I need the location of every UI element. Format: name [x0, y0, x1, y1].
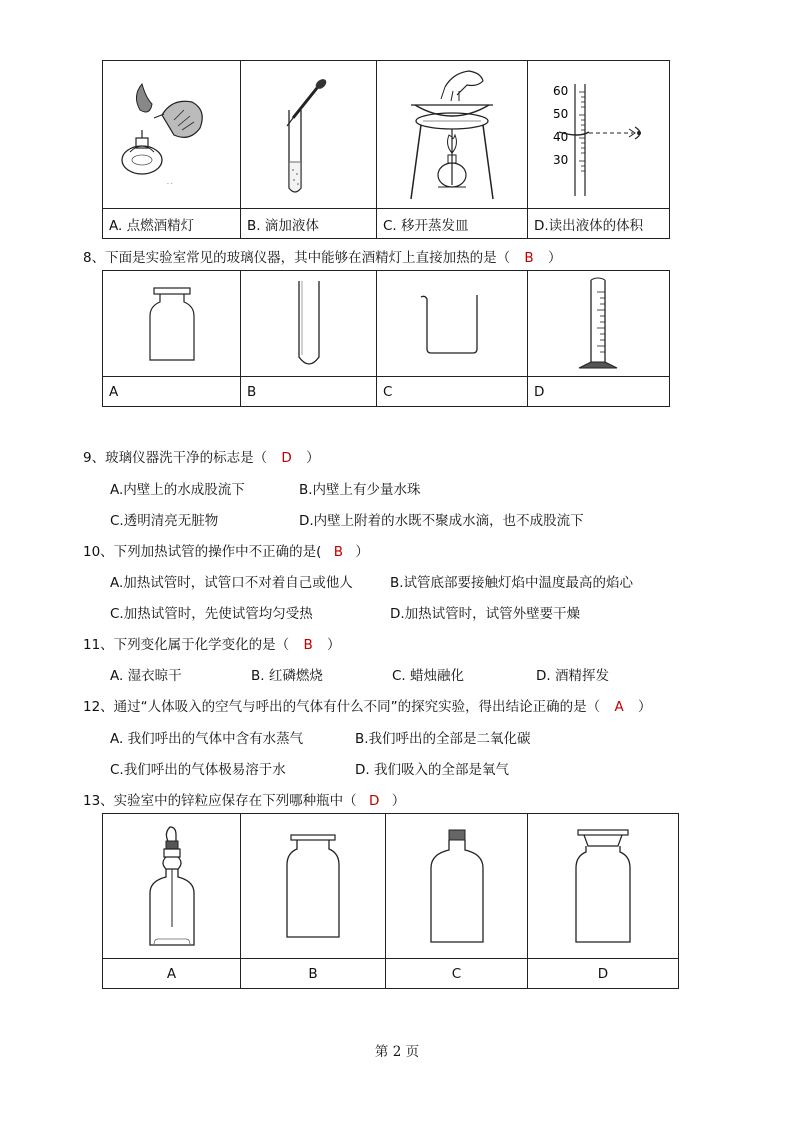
- question-10-close: ）: [355, 544, 369, 560]
- alcohol-lamp-lighting-figure: [103, 61, 241, 209]
- page-number: 第 2 页: [374, 1044, 420, 1060]
- q9-option-b: B.内壁上有少量水珠: [299, 482, 421, 498]
- question-12-text: 12、通过“人体吸入的空气与呼出的气体有什么不同”的探究实验，得出结论正确的是（: [83, 699, 601, 715]
- q9-option-c: C.透明清亮无脏物: [110, 513, 219, 529]
- narrow-mouth-bottle-icon: [425, 826, 489, 946]
- q12-option-d: D. 我们吸入的全部是氧气: [355, 762, 509, 778]
- q9-option-d: D.内壁上附着的水既不聚成水滴，也不成股流下: [299, 513, 584, 529]
- option-label-d: D.读出液体的体积: [528, 209, 670, 239]
- glassware-label-a: A: [103, 377, 241, 407]
- glassware-label-d: D: [528, 377, 670, 407]
- reading-volume-figure: [528, 61, 670, 209]
- option-label-c: C. 移开蒸发皿: [377, 209, 528, 239]
- reagent-bottle-icon: [142, 284, 202, 364]
- graduated-cylinder-scale-icon: [539, 70, 659, 200]
- question-13: [83, 789, 405, 809]
- q10-option-c: C.加热试管时，先使试管均匀受热: [110, 606, 313, 622]
- glassware-label-b: B: [241, 377, 377, 407]
- bottle-label-d: D: [528, 959, 679, 989]
- q11-option-d: D. 酒精挥发: [536, 668, 609, 684]
- question-9-answer: D: [281, 450, 292, 466]
- q10-option-a: A.加热试管时，试管口不对着自己或他人: [110, 575, 353, 591]
- glassware-table: [102, 270, 670, 407]
- option-label-b: B. 滴加液体: [241, 209, 377, 239]
- bottles-table: [102, 813, 679, 989]
- question-11-answer: B: [303, 637, 313, 653]
- question-8-close: ）: [547, 250, 562, 266]
- dropper-bottle-cell: [103, 814, 241, 959]
- question-8-answer: B: [524, 250, 534, 266]
- question-12-answer: A: [614, 699, 624, 715]
- scale-tick-40: 40: [552, 129, 568, 144]
- lighting-lamp-icon: [112, 80, 232, 190]
- scale-tick-50: 50: [552, 106, 568, 121]
- reagent-bottle-cell: [103, 271, 241, 377]
- question-11-close: ）: [327, 637, 341, 653]
- svg-text:. .: . .: [166, 178, 173, 186]
- question-9-text: 9、玻璃仪器洗干净的标志是（: [83, 450, 268, 466]
- evaporating-dish-stand-icon: [397, 65, 507, 205]
- beaker-cell: [377, 271, 528, 377]
- dropper-bottle-icon: [142, 823, 202, 949]
- question-10-answer: B: [333, 544, 344, 560]
- q9-option-a: A.内壁上的水成股流下: [110, 482, 245, 498]
- question-13-answer: D: [368, 793, 380, 809]
- q12-option-b: B.我们呼出的全部是二氧化碳: [355, 731, 531, 747]
- question-8-text: 8、下面是实验室常见的玻璃仪器，其中能够在酒精灯上直接加热的是（: [83, 250, 511, 266]
- bottle-label-a: A: [103, 959, 241, 989]
- bottle-label-c: C: [386, 959, 528, 989]
- test-tube-icon: [289, 279, 329, 369]
- question-9-close: ）: [306, 450, 320, 466]
- q12-option-c: C.我们呼出的气体极易溶于水: [110, 762, 286, 778]
- q11-option-c: C. 蜡烛融化: [392, 668, 465, 684]
- question-9: [83, 446, 320, 466]
- q11-option-b: B. 红磷燃烧: [251, 668, 323, 684]
- q10-option-b: B.试管底部要接触灯焰中温度最高的焰心: [390, 575, 634, 591]
- q11-option-a: A. 湿衣晾干: [110, 668, 182, 684]
- q12-option-a: A. 我们呼出的气体中含有水蒸气: [110, 731, 304, 747]
- question-12: [83, 695, 652, 715]
- test-tube-cell: [241, 271, 377, 377]
- option-label-a: A. 点燃酒精灯: [103, 209, 241, 239]
- question-13-text: 13、实验室中的锌粒应保存在下列哪种瓶中（: [83, 793, 357, 809]
- scale-tick-30: 30: [552, 152, 568, 167]
- wide-mouth-bottle-icon: [281, 831, 345, 941]
- graduated-cylinder-icon: [569, 276, 629, 372]
- dropping-liquid-figure: [241, 61, 377, 209]
- question-13-close: ）: [391, 793, 406, 809]
- question-11: [83, 633, 341, 653]
- question-10: [83, 540, 369, 560]
- graduated-cylinder-cell: [528, 271, 670, 377]
- moving-evaporating-dish-figure: [377, 61, 528, 209]
- operations-table: [102, 60, 670, 239]
- question-8: [83, 246, 561, 266]
- question-10-text: 10、下列加热试管的操作中不正确的是(: [83, 544, 322, 560]
- question-12-close: ）: [638, 699, 652, 715]
- stoppered-wide-bottle-cell: [528, 814, 679, 959]
- q10-option-d: D.加热试管时，试管外壁要干燥: [390, 606, 581, 622]
- glassware-label-c: C: [377, 377, 528, 407]
- beaker-icon: [417, 289, 487, 359]
- question-11-text: 11、下列变化属于化学变化的是（: [83, 637, 290, 653]
- narrow-mouth-bottle-cell: [386, 814, 528, 959]
- dropper-tube-icon: [269, 70, 349, 200]
- bottle-label-b: B: [241, 959, 386, 989]
- wide-mouth-bottle-cell: [241, 814, 386, 959]
- scale-tick-60: 60: [552, 83, 568, 98]
- stoppered-wide-bottle-icon: [568, 826, 638, 946]
